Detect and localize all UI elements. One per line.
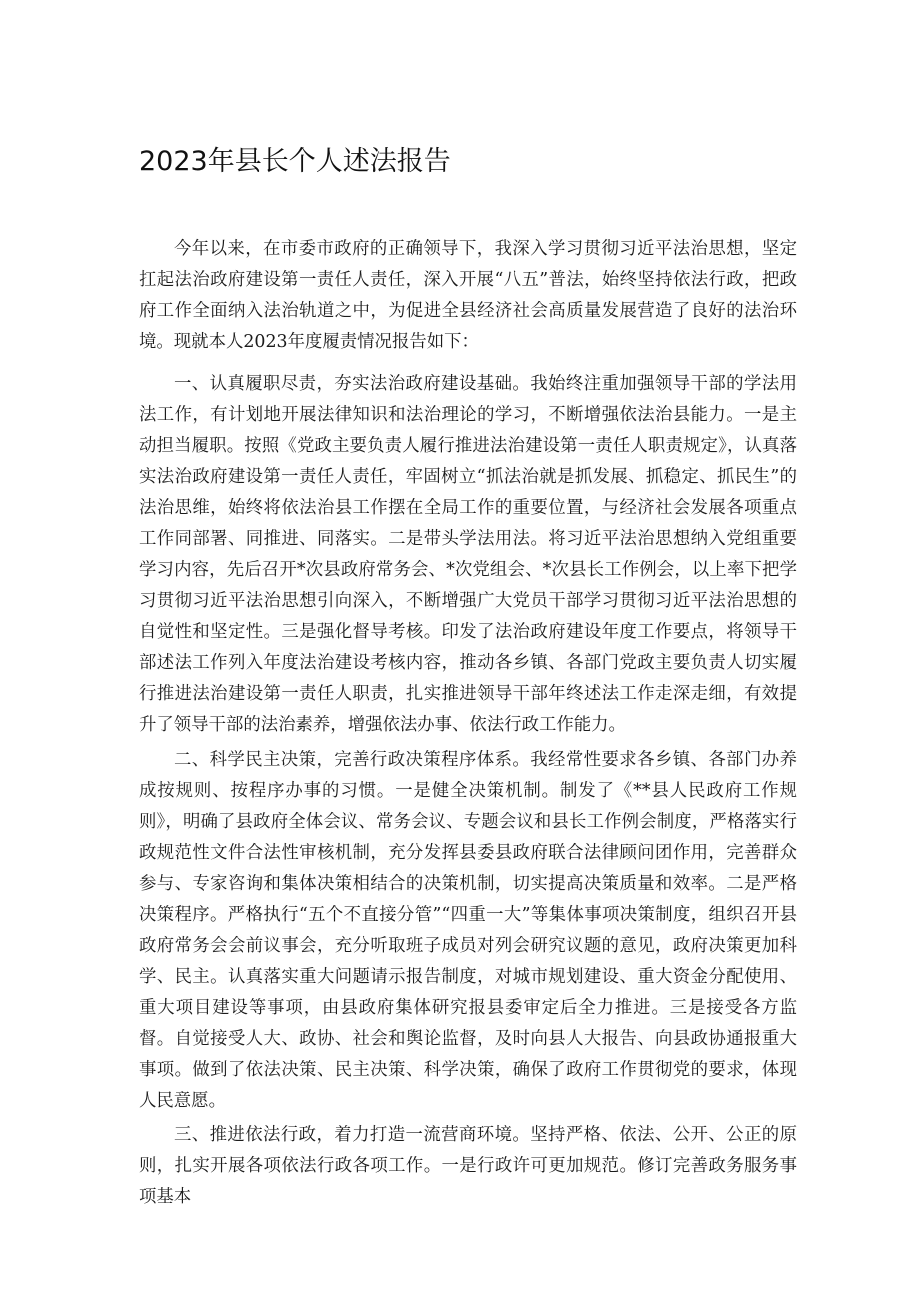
document-title: 2023年县长个人述法报告 bbox=[139, 146, 451, 177]
section-three-paragraph: 三、推进依法行政，着力打造一流营商环境。坚持严格、依法、公开、公正的原则，扎实开展各项依法行政各项工作。一是行政许可更加规范。修订完善政务服务事项基本 bbox=[139, 1125, 797, 1207]
intro-paragraph: 今年以来，在市委市政府的正确领导下，我深入学习贯彻习近平法治思想，坚定扛起法治政府建设第一责任人责任，深入开展“八五”普法，始终坚持依法行政，把政府工作全面纳入法治轨道之中，为促进全县经济社会高质量发展营造了良好的法治环境。现就本人2023年度履责情况报告如下： bbox=[139, 239, 797, 352]
section-two-paragraph: 二、科学民主决策，完善行政决策程序体系。我经常性要求各乡镇、各部门办养成按规则、按程序办事的习惯。一是健全决策机制。制发了《**县人民政府工作规则》，明确了县政府全体会议、常务会议、专题会议和县长工作例会制度，严格落实行政规范性文件合法性审核机制，充分发挥县委县政府联合法律顾问团作用，完善群众参与、专家咨询和集体决策相结合的决策机制，切实提高决策质量和效率。二是严格决策程序。严格执行“五个不直接分管”“四重一大”等集体事项决策制度，组织召开县政府常务会会前议事会，充分听取班子成员对列会研究议题的意见，政府决策更加科学、民主。认真落实重大问题请示报告制度，对城市规划建设、重大资金分配使用、重大项目建设等事项，由县政府集体研究报县委审定后全力推进。三是接受各方监督。自觉接受人大、政协、社会和舆论监督，及时向县人大报告、向县政协通报重大事项。做到了依法决策、民主决策、科学决策，确保了政府工作贯彻党的要求，体现人民意愿。 bbox=[139, 750, 797, 1111]
section-one-paragraph: 一、认真履职尽责，夯实法治政府建设基础。我始终注重加强领导干部的学法用法工作，有计划地开展法律知识和法治理论的学习，不断增强依法治县能力。一是主动担当履职。按照《党政主要负责人履行推进法治建设第一责任人职责规定》，认真落实法治政府建设第一责任人责任，牢固树立“抓法治就是抓发展、抓稳定、抓民生”的法治思维，始终将依法治县工作摆在全局工作的重要位置，与经济社会发展各项重点工作同部署、同推进、同落实。二是带头学法用法。将习近平法治思想纳入党组重要学习内容，先后召开*次县政府常务会、*次党组会、*次县长工作例会，以上率下把学习贯彻习近平法治思想引向深入，不断增强广大党员干部学习贯彻习近平法治思想的自觉性和坚定性。三是强化督导考核。印发了法治政府建设年度工作要点，将领导干部述法工作列入年度法治建设考核内容，推动各乡镇、各部门党政主要负责人切实履行推进法治建设第一责任人职责，扎实推进领导干部年终述法工作走深走细，有效提升了领导干部的法治素养，增强依法办事、依法行政工作能力。 bbox=[139, 374, 797, 735]
